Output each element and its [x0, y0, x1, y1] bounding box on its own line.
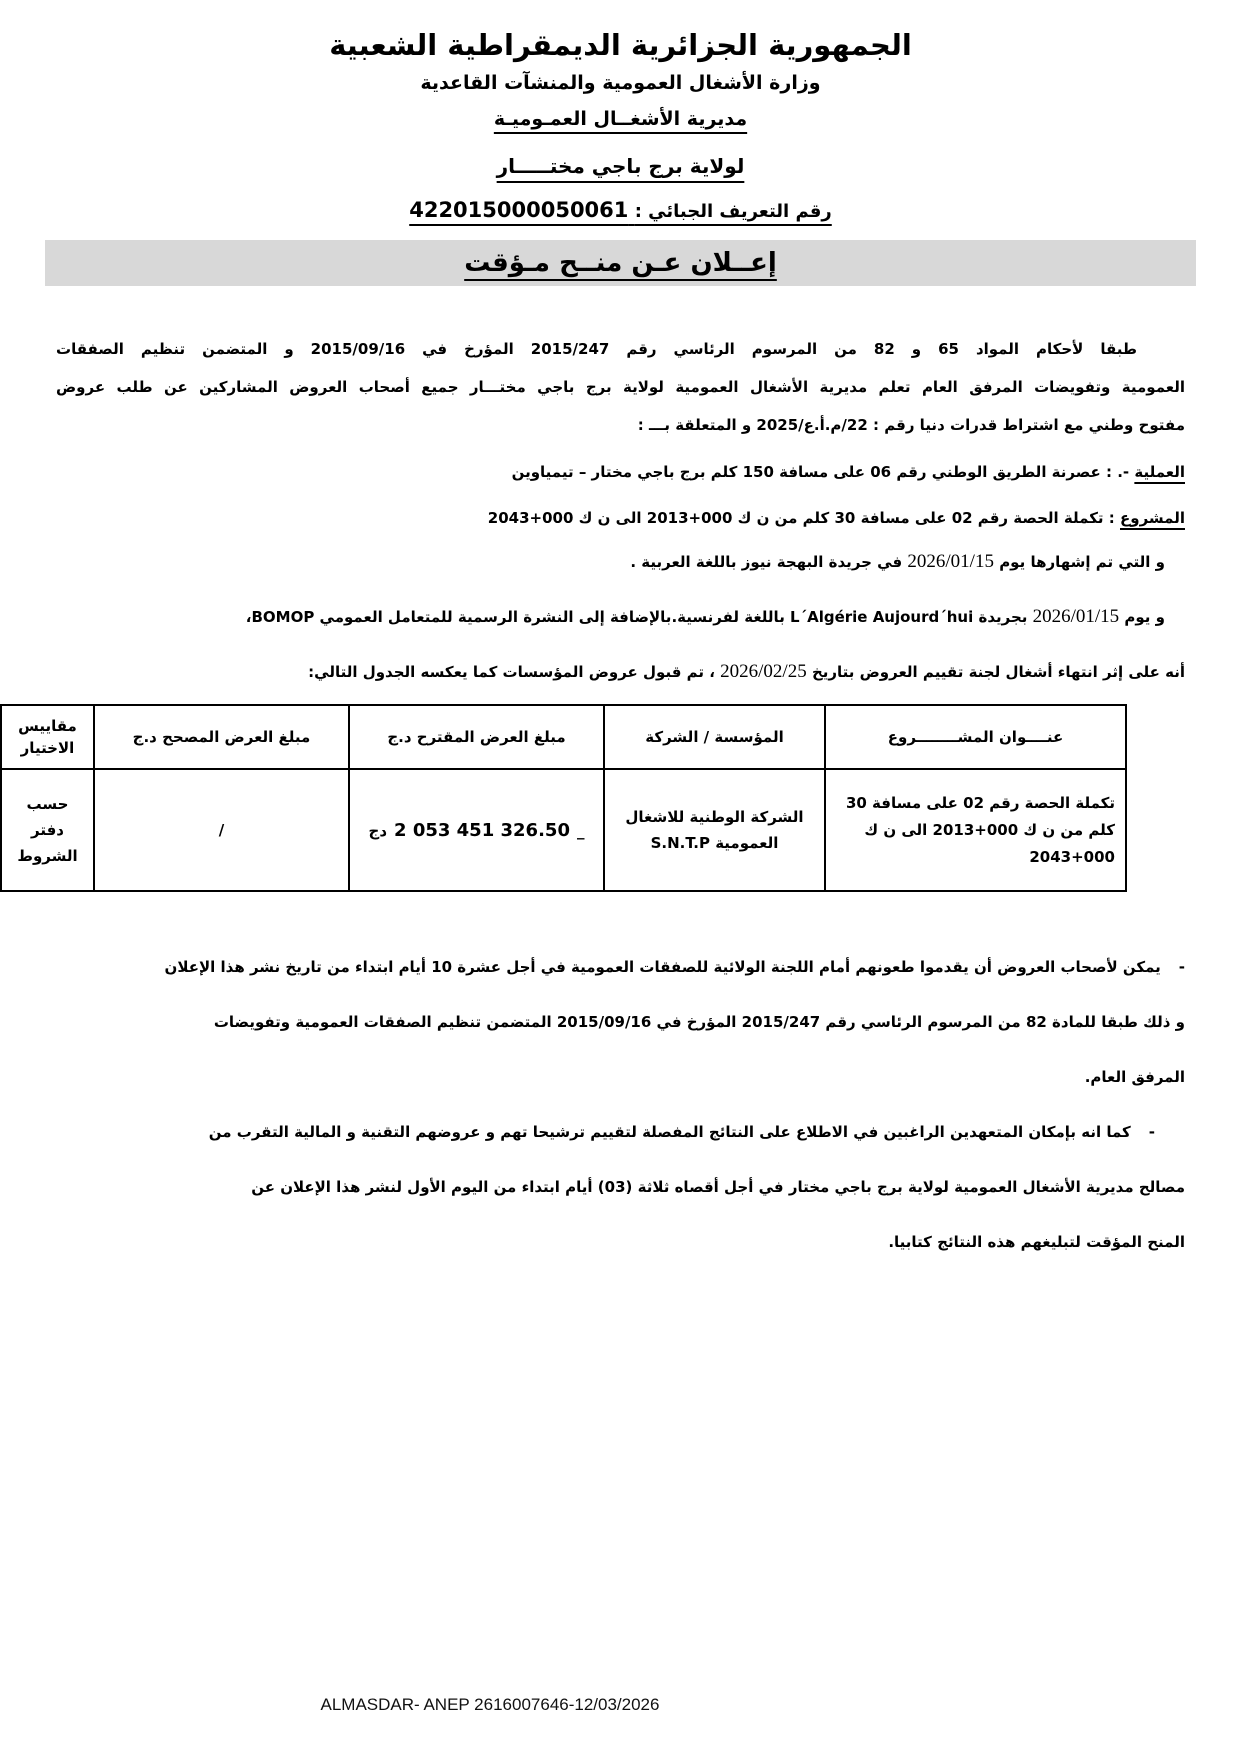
evaluation-pre: أنه على إثر انتهاء أشغال لجنة تقييم العروض بتاريخ [806, 663, 1185, 681]
note-2-line-3: المنح المؤقت لتبليغهم هذه النتائج كتابيا. [888, 1233, 1185, 1251]
cell-corrected-amount: / [94, 769, 349, 891]
document-body [0, 330, 1241, 687]
table-header-row [1, 705, 1126, 769]
project-line [56, 503, 1185, 533]
bullet-dash: - [1178, 958, 1185, 976]
cell-criteria: حسب دفتر الشروط [1, 769, 94, 891]
publication-fr-pre: و يوم [1119, 608, 1165, 626]
header-criteria: مقاييس الاختيار [1, 705, 94, 769]
wilaya-title: لولاية برج باجي مختـــــار [496, 154, 745, 178]
header-proposed-amount: مبلغ العرض المقترح د.ج [349, 705, 604, 769]
cell-proposed-amount [349, 769, 604, 891]
header-corrected-amount: مبلغ العرض المصحح د.ج [94, 705, 349, 769]
cell-company: الشركة الوطنية للاشغال العمومية S.N.T.P [604, 769, 825, 891]
operation-line [56, 457, 1185, 487]
anep-footer: ALMASDAR- ANEP 2616007646-12/03/2026 [320, 1695, 660, 1714]
ministry-title: وزارة الأشغال العمومية والمنشآت القاعدية [420, 72, 821, 94]
operation-label: العملية [1134, 463, 1185, 481]
header-project: عنــــوان المشــــــــروع [825, 705, 1126, 769]
publication-fr-post: باللغة لفرنسية.بالإضافة إلى النشرة الرسمية للمتعامل العمومي [314, 608, 791, 626]
note-2-line-1 [56, 1105, 1185, 1160]
publication-ar-date: 2026/01/15 [907, 551, 994, 572]
document-header [0, 28, 1241, 226]
notes-section [0, 940, 1241, 1270]
offers-table [0, 704, 1127, 892]
note-1-line-2: و ذلك طبقا للمادة 82 من المرسوم الرئاسي رقم 2015/247 المؤرخ في 2015/09/16 المتضمن تنظيم الصفقات العمومية وتفويضات [213, 1013, 1185, 1031]
note-1-line-3: المرفق العام. [1084, 1068, 1185, 1086]
announcement-banner [45, 240, 1196, 286]
amount-value: 2 053 451 326.50 [394, 819, 570, 841]
publication-fr-line [56, 602, 1185, 632]
evaluation-post: ، تم قبول عروض المؤسسات كما يعكسه الجدول التالي: [308, 663, 721, 681]
tax-id-label: رقم التعريف الجبائي : [634, 201, 832, 222]
bomop-label: BOMOP، [245, 608, 315, 626]
publication-fr-mid: بجريدة [973, 608, 1033, 626]
publication-ar-post: في جريدة البهجة نيوز باللغة العربية . [630, 553, 908, 571]
publication-fr-date: 2026/01/15 [1032, 606, 1120, 627]
announcement-title: إعــلان عـن منــح مـؤقت [464, 248, 777, 278]
cell-project: تكملة الحصة رقم 02 على مسافة 30 كلم من ن ك ‎2013+000 الى ن ك ‎2043+000 [825, 769, 1126, 891]
operation-text: -. : عصرنة الطريق الوطني رقم 06 على مسافة 150 كلم برج باجي مختار – تيمياوين [511, 463, 1135, 481]
note-2-line-2: مصالح مديرية الأشغال العمومية لولاية برج باجي مختار في أجل أقصاه ثلاثة (03) أيام ابتداء من اليوم الأول لنشر هذا الإعلان عن [251, 1178, 1185, 1196]
intro-line-1: طبقا لأحكام المواد 65 و 82 من المرسوم الرئاسي رقم 2015/247 المؤرخ في 2015/09/16 و المتضمن تنظيم الصفقات [56, 340, 1137, 358]
header-company: المؤسسة / الشركة [604, 705, 825, 769]
directorate-title: مديرية الأشغــال العمـوميـة [493, 108, 748, 130]
journal-name: L´Algérie Aujourd´hui [790, 608, 974, 626]
project-text: : تكملة الحصة رقم 02 على مسافة 30 كلم من ن ك ‎2013+000 الى ن ك ‎2043+000 [487, 509, 1120, 527]
country-title: الجمهورية الجزائرية الديمقراطية الشعبية [329, 28, 912, 62]
evaluation-line [56, 657, 1185, 687]
bullet-dash: - [1148, 1123, 1155, 1141]
amount-currency: دج [368, 821, 388, 840]
amount-group [351, 820, 602, 841]
note-text: كما انه بإمكان المتعهدين الراغبين في الاطلاع على النتائج المفصلة لتقييم ترشيحا تهم و عروضهم التقنية و المالية التقرب من [208, 1123, 1131, 1141]
tax-id-line [0, 196, 1241, 226]
publication-ar-line [56, 547, 1185, 577]
intro-line-3: مفتوح وطني مع اشتراط قدرات دنيا رقم : 22/م.أ.ع/2025 و المتعلقة بـــ : [637, 416, 1185, 434]
tax-id-value: 422015000050061 [409, 198, 629, 222]
note-1-line-1 [56, 940, 1185, 995]
note-text: يمكن لأصحاب العروض أن يقدموا طعونهم أمام اللجنة الولائية للصفقات العمومية في أجل عشرة 10 أيام ابتداء من تاريخ نشر هذا الإعلان [164, 958, 1161, 976]
intro-line-2: العمومية وتفويضات المرفق العام تعلم مديرية الأشغال العمومية لولاية برج باجي مختـــار جميع أصحاب العروض المشاركين عن طلب عروض [56, 378, 1185, 396]
evaluation-date: 2026/02/25 [720, 661, 807, 682]
amount-mark: _ [576, 821, 585, 840]
table-row [1, 769, 1126, 891]
publication-ar-pre: و التي تم إشهارها يوم [993, 553, 1165, 571]
project-label: المشروع [1120, 509, 1185, 527]
